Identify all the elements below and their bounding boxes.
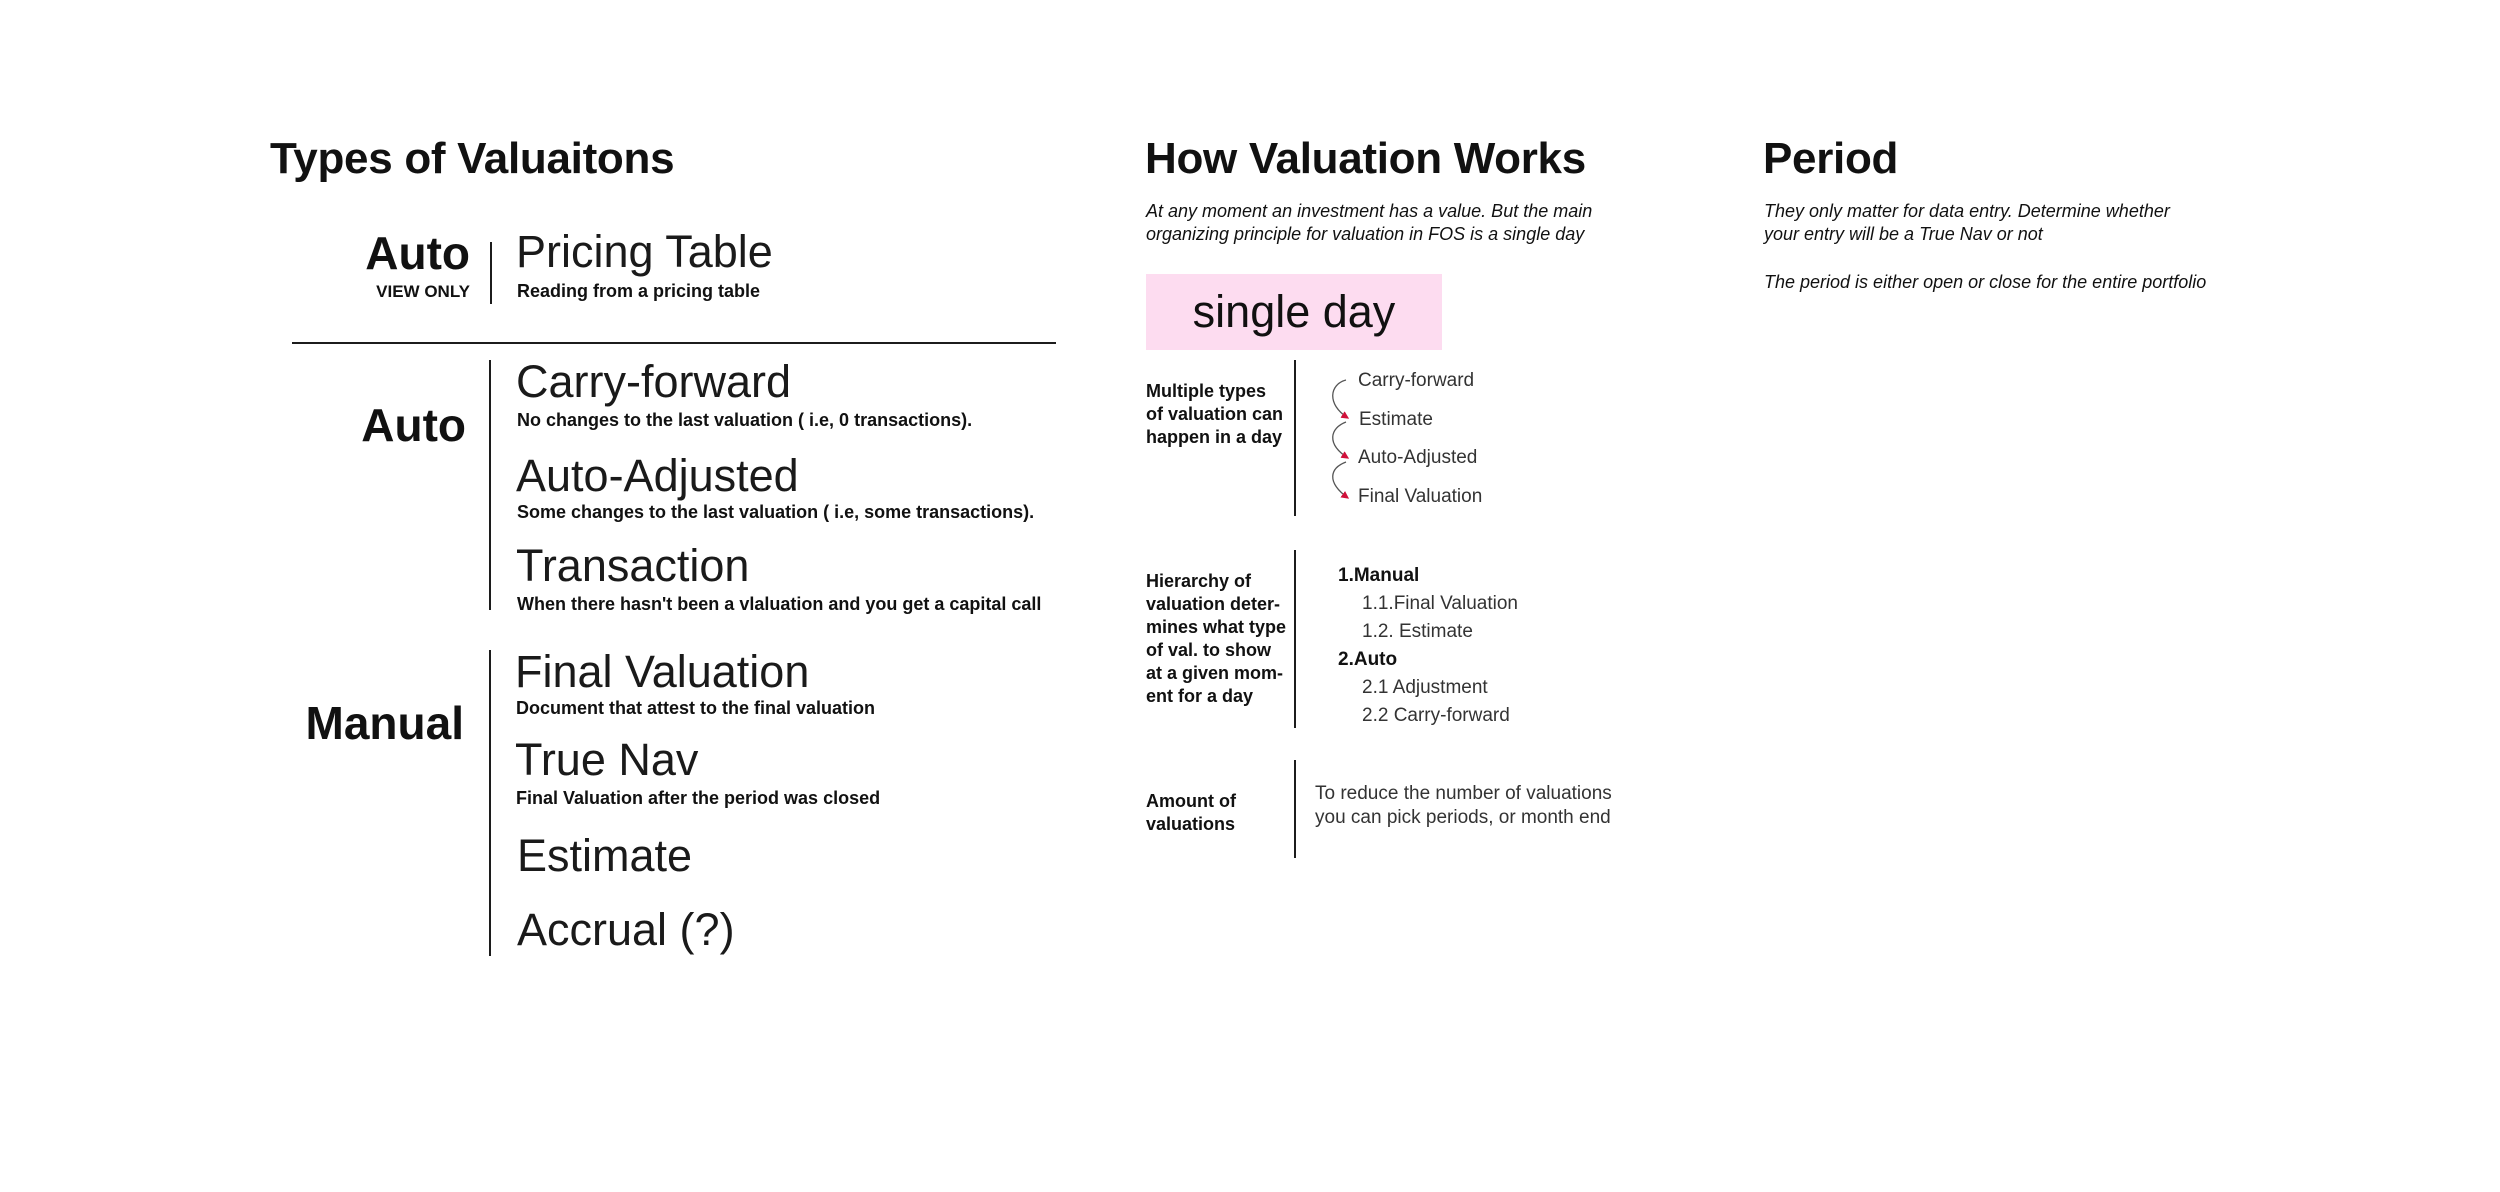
item-true-nav-desc: Final Valuation after the period was closed	[516, 788, 881, 808]
period-line-2: your entry will be a True Nav or not	[1764, 224, 2043, 244]
category-auto-view-only: Auto	[365, 227, 470, 279]
item-transaction: Transaction	[516, 540, 750, 591]
hierarchy-divider	[1294, 550, 1296, 728]
how-title: How Valuation Works	[1145, 134, 1586, 183]
amount-label: Amount of valuations	[1146, 791, 1236, 834]
arrow-estimate-to-adjusted	[1333, 422, 1348, 458]
single-day-highlight: single day	[1146, 274, 1442, 350]
how-intro-line-2: organizing principle for valuation in FOS is a single day	[1146, 224, 1585, 244]
group-divider-line	[490, 242, 492, 304]
multiple-item-estimate: Estimate	[1359, 409, 1433, 430]
item-final-valuation-desc: Document that attest to the final valuation	[516, 698, 876, 718]
item-final-valuation: Final Valuation	[515, 646, 810, 697]
section-separator	[292, 342, 1056, 344]
hierarchy-estimate: 1.2. Estimate	[1362, 621, 1473, 642]
amount-divider	[1294, 760, 1296, 858]
sequence-arrows	[1326, 370, 1356, 510]
category-view-only-sublabel: VIEW ONLY	[376, 282, 470, 301]
period-line-3: The period is either open or close for the entire portfolio	[1764, 272, 2207, 292]
group-divider-line	[489, 650, 491, 956]
how-intro-line-1: At any moment an investment has a value. But the main	[1146, 201, 1593, 221]
hierarchy-final-valuation: 1.1.Final Valuation	[1362, 593, 1518, 614]
hierarchy-carry-forward: 2.2 Carry-forward	[1362, 705, 1510, 726]
hierarchy-label: Hierarchy of valuation deter- mines what type of val. to show at a given mom- ent for a day	[1146, 571, 1287, 706]
item-estimate: Estimate	[517, 830, 693, 881]
category-auto: Auto	[361, 399, 466, 451]
item-accrual: Accrual (?)	[517, 904, 735, 955]
multiple-item-carry-forward: Carry-forward	[1358, 370, 1475, 391]
period-line-1: They only matter for data entry. Determine whether	[1764, 201, 2170, 221]
item-carry-forward: Carry-forward	[516, 356, 792, 407]
multiple-item-auto-adjusted: Auto-Adjusted	[1358, 447, 1478, 468]
arrow-carry-to-estimate	[1333, 380, 1348, 418]
item-auto-adjusted-desc: Some changes to the last valuation ( i.e, some transactions).	[517, 502, 1035, 522]
multiple-types-label: Multiple types of valuation can happen in a day	[1146, 381, 1284, 447]
hierarchy-adjustment: 2.1 Adjustment	[1362, 677, 1488, 698]
item-auto-adjusted: Auto-Adjusted	[516, 450, 799, 501]
types-title: Types of Valuaitons	[270, 134, 675, 183]
hierarchy-auto: 2.Auto	[1338, 649, 1398, 670]
item-true-nav: True Nav	[515, 734, 699, 785]
multiple-item-final-valuation: Final Valuation	[1358, 486, 1483, 507]
arrow-adjusted-to-final	[1333, 462, 1348, 498]
item-pricing-table-desc: Reading from a pricing table	[517, 281, 761, 301]
period-title: Period	[1763, 134, 1899, 183]
item-carry-forward-desc: No changes to the last valuation ( i.e, 0 transactions).	[517, 410, 973, 430]
amount-note-line-2: you can pick periods, or month end	[1315, 807, 1611, 828]
group-divider-line	[489, 360, 491, 610]
amount-note-line-1: To reduce the number of valuations	[1315, 783, 1612, 804]
hierarchy-manual: 1.Manual	[1338, 565, 1420, 586]
item-transaction-desc: When there hasn't been a vlaluation and you get a capital call	[517, 594, 1042, 614]
category-manual: Manual	[305, 697, 464, 749]
item-pricing-table: Pricing Table	[516, 226, 773, 277]
multiple-types-divider	[1294, 360, 1296, 516]
